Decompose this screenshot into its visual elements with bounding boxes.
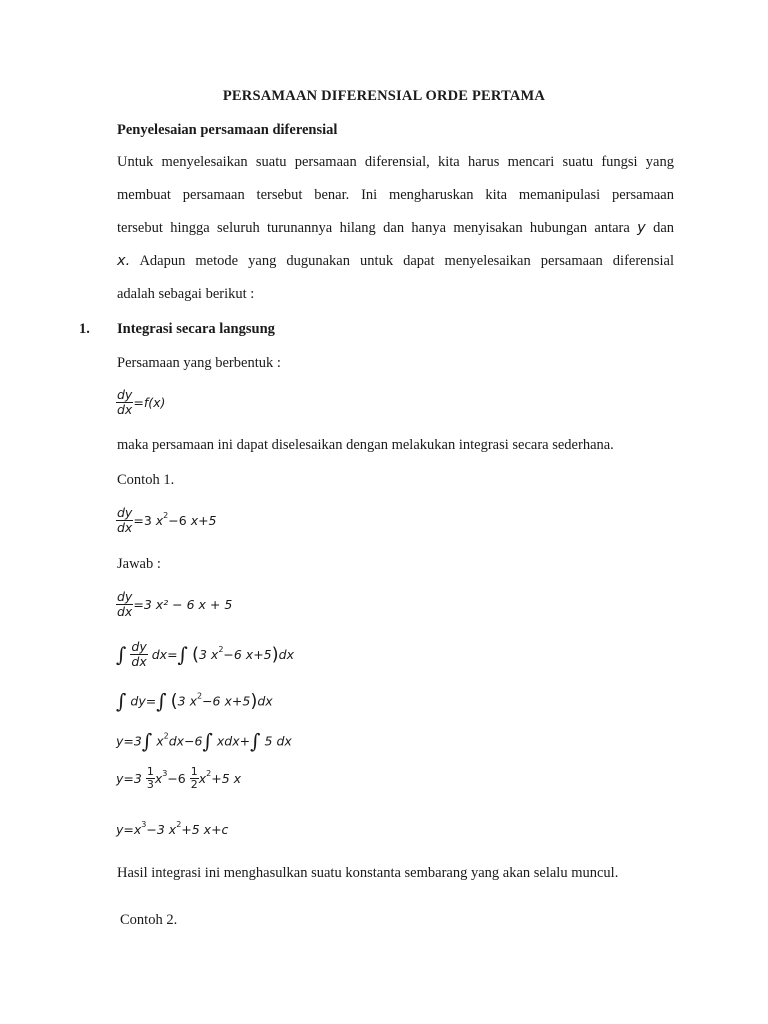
integral-sign: ∫	[177, 642, 188, 667]
list-number: 1.	[79, 321, 90, 337]
fraction-dy-dx: $\frac{dy}{dx}$	[131, 639, 147, 669]
general-form-equation	[116, 388, 165, 417]
fraction-one-third: $\frac{1}{3}$	[146, 765, 154, 791]
intro-line-5: adalah sebagai berikut :	[117, 286, 255, 302]
example2-label: Contoh 2.	[120, 912, 178, 928]
intro-line-1: Untuk menyelesaikan suatu persamaan diferensial, kita harus mencari suatu fungsi yang	[117, 154, 674, 170]
var-y: y	[637, 220, 646, 236]
intro-line-4	[117, 251, 674, 284]
fraction-one-half: $\frac{1}{2}$	[190, 765, 198, 791]
fraction-dy-dx: $\frac{dy}{dx}$	[117, 589, 133, 619]
fraction-dy-dx: $\frac{dy}{dx}$	[117, 387, 133, 417]
step-5-equation: y=3 $\frac{1}{3}$ $x^3-6$ $\frac{1}{2}$ $x^2+5$ x	[116, 765, 242, 791]
fraction-dy-dx: $\frac{dy}{dx}$	[117, 505, 133, 535]
step-2-equation: ∫ $\frac{dy}{dx}$ dx=∫ (3 $x^2-6$ x+5)dx	[116, 639, 295, 669]
step-4-equation: y=3∫ $x^2dx-6\int$ xdx+∫ 5 dx	[116, 729, 292, 753]
answer-label: Jawab :	[117, 556, 161, 572]
var-y-and: dan	[653, 220, 675, 236]
integral-sign: ∫	[141, 729, 153, 753]
general-form-rhs: =f(x)	[133, 395, 166, 410]
method-heading: Integrasi secara langsung	[117, 321, 275, 337]
section-heading: Penyelesaian persamaan diferensial	[117, 122, 338, 138]
integral-sign: ∫	[202, 729, 213, 753]
result-text: Hasil integrasi ini menghasulkan suatu konstanta sembarang yang akan selalu muncul.	[117, 865, 619, 881]
step-3-equation: ∫ dy=∫ (3 $x^2-6$ x+5)dx	[116, 689, 273, 713]
document-title: PERSAMAAN DIFERENSIAL ORDE PERTAMA	[222, 88, 546, 104]
intro-line-3	[117, 218, 674, 251]
var-x: x.	[117, 253, 131, 269]
intro-line-3-text: tersebut hingga seluruh turunannya hilang dan hanya menyisakan hubungan antara	[117, 220, 630, 236]
step-6-equation: $y=x^3-3$ $x^2+5$ x+c	[116, 820, 229, 837]
intro-line-4-text: Adapun metode yang dugunakan untuk dapat menyelesaikan persamaan diferensial	[139, 253, 674, 269]
integral-sign: ∫	[250, 729, 261, 753]
example1-label: Contoh 1.	[117, 472, 175, 488]
integral-sign: ∫	[156, 689, 167, 713]
integral-sign: ∫	[116, 642, 127, 667]
example1-equation: $\frac{dy}{dx}$ =3 $x^2-6$ x+5	[117, 505, 217, 535]
integral-sign: ∫	[116, 689, 127, 713]
step-1-equation: $\frac{dy}{dx}$ =3 x² − 6 x + 5	[117, 589, 233, 619]
intro-line-2: membuat persamaan tersebut benar. Ini mengharuskan kita memanipulasi persamaan	[117, 187, 674, 203]
form-text: Persamaan yang berbentuk :	[117, 355, 281, 371]
solve-text: maka persamaan ini dapat diselesaikan dengan melakukan integrasi secara sederhana.	[117, 437, 614, 453]
intro-paragraph	[117, 152, 674, 317]
